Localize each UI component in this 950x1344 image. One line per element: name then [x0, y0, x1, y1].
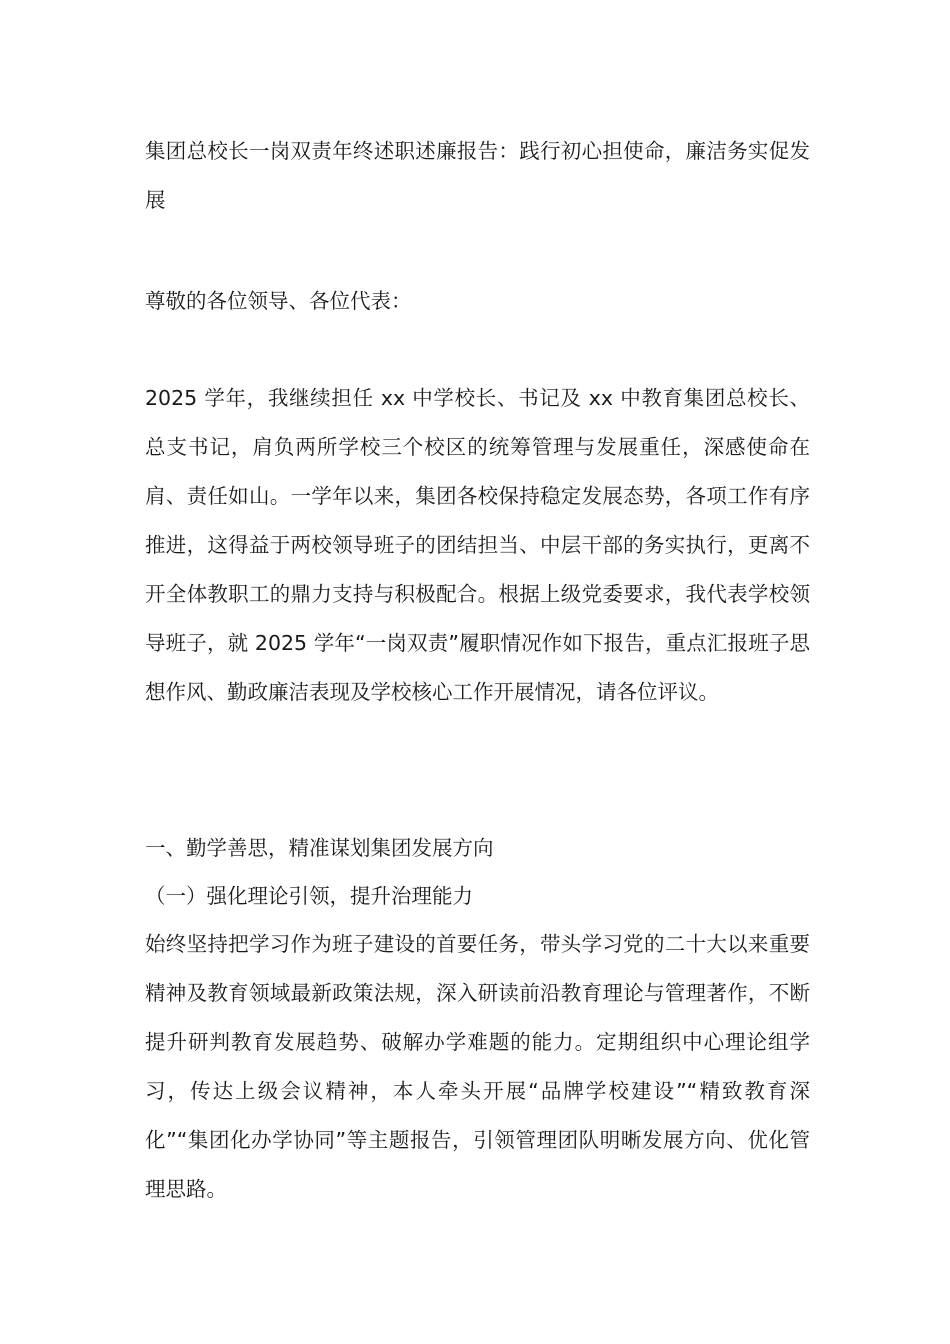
- greeting: 尊敬的各位领导、各位代表：: [145, 289, 412, 313]
- body-paragraph: 始终坚持把学习作为班子建设的首要任务，带头学习党的二十大以来重要精神及教育领域最新政策法规，深入研读前沿教育理论与管理著作，不断提升研判教育发展趋势、破解办学难题的能力。定期组织中心理论组学习，传达上级会议精神，本人牵头开展“品牌学校建设”“精致教育深化”“集团化办学协同”等主题报告，引领管理团队明晰发展方向、优化管理思路。: [145, 932, 810, 1201]
- document-title: 集团总校长一岗双责年终述职述廉报告：践行初心担使命，廉洁务实促发展: [145, 139, 810, 212]
- section-heading: 一、勤学善思，精准谋划集团发展方向: [145, 836, 494, 860]
- intro-paragraph: 2025 学年，我继续担任 xx 中学校长、书记及 xx 中教育集团总校长、总支书记，肩负两所学校三个校区的统筹管理与发展重任，深感使命在肩、责任如山。一学年以来，集团各校保持稳定发展态势，各项工作有序推进，这得益于两校领导班子的团结担当、中层干部的务实执行，更离不开全体教职工的鼎力支持与积极配合。根据上级党委要求，我代表学校领导班子，就 2025 学年“一岗双责”履职情况作如下报告，重点汇报班子思想作风、勤政廉洁表现及学校核心工作开展情况，请各位评议。: [145, 386, 810, 704]
- subsection-heading: （一）强化理论引领，提升治理能力: [145, 884, 473, 908]
